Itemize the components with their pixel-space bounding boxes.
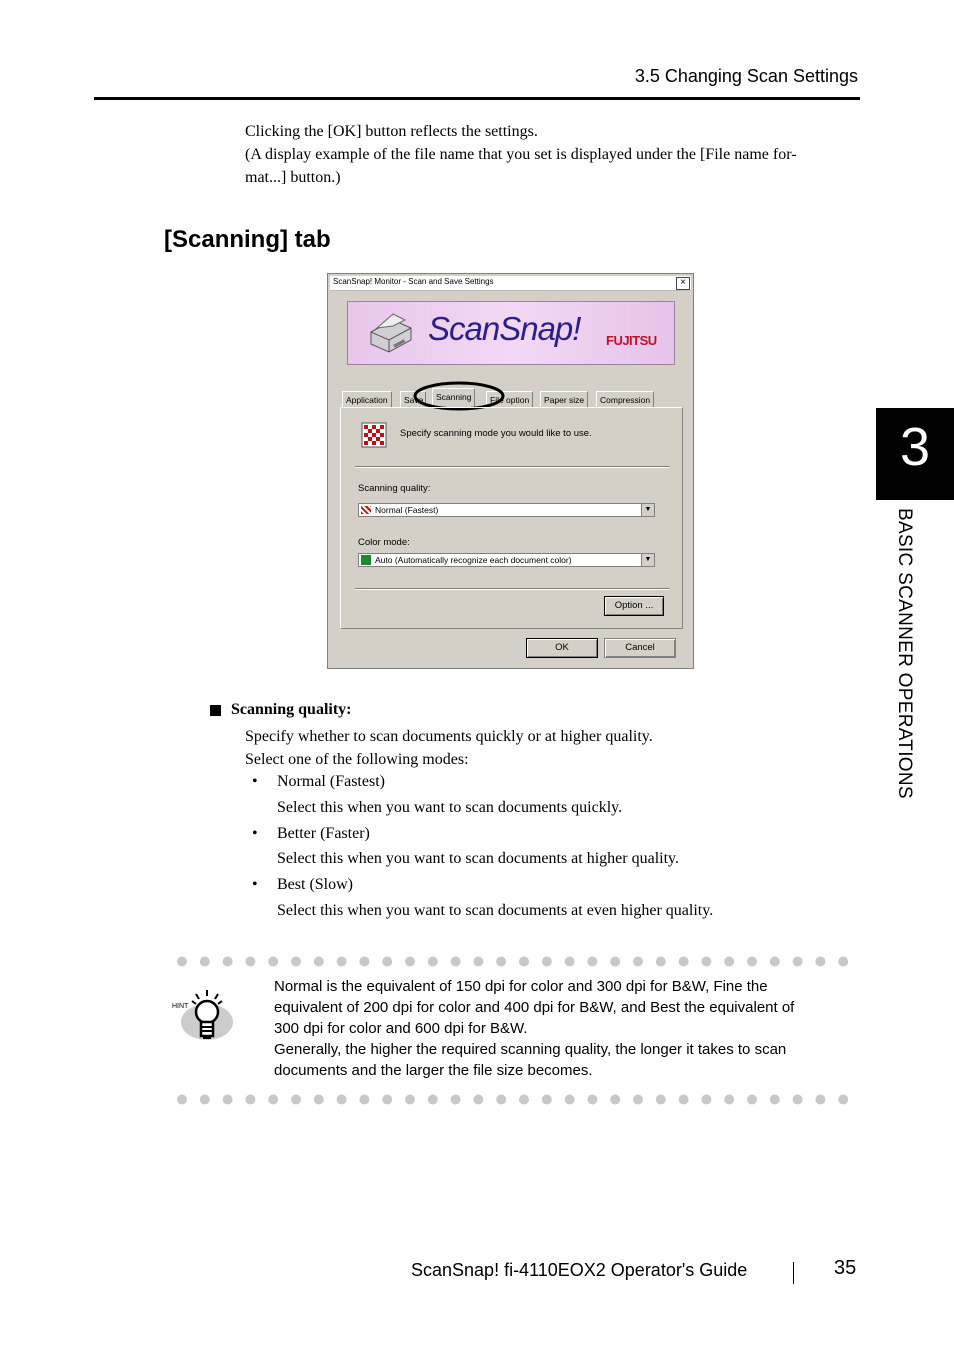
dot <box>473 957 483 967</box>
dot <box>747 957 757 967</box>
footer-rule <box>793 1262 794 1284</box>
dot <box>291 957 301 967</box>
dot <box>838 1095 848 1105</box>
dot <box>793 1095 803 1105</box>
dot <box>405 957 415 967</box>
dot <box>679 1095 689 1105</box>
scan-mode-icon <box>361 422 387 448</box>
chevron-down-icon[interactable]: ▼ <box>641 504 654 516</box>
dot <box>610 957 620 967</box>
quality-desc-2: Select one of the following modes: <box>245 751 469 768</box>
dot <box>519 1095 529 1105</box>
dot <box>701 1095 711 1105</box>
dot <box>770 1095 780 1105</box>
quality-select-icon <box>361 506 371 514</box>
mode-desc: Select this when you want to scan documents at even higher quality. <box>277 902 714 919</box>
tab-file-option[interactable]: File option <box>486 391 533 407</box>
tab-paper-size[interactable]: Paper size <box>540 391 588 407</box>
dot <box>565 957 575 967</box>
square-bullet-icon <box>210 705 221 716</box>
scanner-icon <box>363 310 415 356</box>
chapter-number: 3 <box>899 417 931 477</box>
dot <box>245 1095 255 1105</box>
separator <box>355 466 670 468</box>
quality-heading: Scanning quality: <box>231 701 352 718</box>
dot <box>314 957 324 967</box>
hint-line: equivalent of 200 dpi for color and 400 dpi for B&W, and Best the equivalent of <box>274 999 795 1016</box>
close-button[interactable]: × <box>676 277 690 290</box>
dot <box>656 957 666 967</box>
dot <box>268 1095 278 1105</box>
dot <box>633 957 643 967</box>
dot <box>542 957 552 967</box>
mode-name: Normal (Fastest) <box>277 773 385 790</box>
option-button[interactable]: Option ... <box>604 596 664 616</box>
dot <box>451 957 461 967</box>
dot <box>496 1095 506 1105</box>
dot <box>656 1095 666 1105</box>
dot <box>838 957 848 967</box>
quality-desc-1: Specify whether to scan documents quickly or at higher quality. <box>245 728 653 745</box>
dot <box>793 957 803 967</box>
mode-name: Best (Slow) <box>277 876 353 893</box>
bullet-icon: • <box>252 825 258 842</box>
bullet-icon: • <box>252 876 258 893</box>
dot <box>200 957 210 967</box>
dot <box>587 1095 597 1105</box>
dot <box>245 957 255 967</box>
dot <box>359 957 369 967</box>
dot <box>610 1095 620 1105</box>
instruction-text: Specify scanning mode you would like to use. <box>400 428 592 439</box>
hint-line: 300 dpi for color and 600 dpi for B&W. <box>274 1020 528 1037</box>
dot <box>405 1095 415 1105</box>
footer-guide-title: ScanSnap! fi-4110EOX2 Operator's Guide <box>411 1260 748 1280</box>
dot <box>428 1095 438 1105</box>
dot <box>633 1095 643 1105</box>
dot <box>770 957 780 967</box>
hint-top-dots <box>176 956 850 967</box>
dialog-titlebar <box>330 276 691 291</box>
hint-label: HINT <box>172 1003 189 1010</box>
scansnap-logo: ScanSnap! <box>428 310 581 347</box>
tab-compression[interactable]: Compression <box>596 391 654 407</box>
dot <box>679 957 689 967</box>
dot <box>747 1095 757 1105</box>
product-banner <box>347 301 675 365</box>
dot <box>428 957 438 967</box>
quality-select-value: Normal (Fastest) <box>375 505 439 515</box>
settings-dialog <box>327 273 694 669</box>
bullet-icon: • <box>252 773 258 790</box>
ok-button[interactable]: OK <box>526 638 598 658</box>
running-header: 3.5 Changing Scan Settings <box>634 66 858 86</box>
mode-desc: Select this when you want to scan documents at higher quality. <box>277 850 679 867</box>
dot <box>314 1095 324 1105</box>
dot <box>815 957 825 967</box>
fujitsu-logo: FUJITSU <box>606 333 657 348</box>
mode-name: Better (Faster) <box>277 825 370 842</box>
intro-line-1: Clicking the [OK] button reflects the settings. <box>245 123 538 140</box>
color-mode-select[interactable] <box>358 553 655 567</box>
dot <box>701 957 711 967</box>
dot <box>337 957 347 967</box>
separator <box>355 588 670 590</box>
dot <box>223 957 233 967</box>
dot <box>382 957 392 967</box>
quality-select[interactable] <box>358 503 655 517</box>
color-mode-label: Color mode: <box>358 537 410 548</box>
chevron-down-icon[interactable]: ▼ <box>641 554 654 566</box>
dot <box>268 957 278 967</box>
hint-line: Generally, the higher the required scanning quality, the longer it takes to scan <box>274 1041 787 1058</box>
hint-bottom-dots <box>176 1094 850 1105</box>
dot <box>177 957 187 967</box>
dot <box>223 1095 233 1105</box>
dot <box>587 957 597 967</box>
tab-application[interactable]: Application <box>342 391 392 407</box>
header-rule <box>94 97 860 100</box>
dot <box>542 1095 552 1105</box>
intro-line-3: mat...] button.) <box>245 169 341 186</box>
chapter-label: BASIC SCANNER OPERATIONS <box>894 508 915 799</box>
hint-text <box>274 976 849 1081</box>
section-title: [Scanning] tab <box>164 226 331 253</box>
intro-line-2: (A display example of the file name that you set is displayed under the [File name for- <box>245 146 797 163</box>
tab-scanning[interactable]: Scanning <box>432 388 475 408</box>
dot <box>200 1095 210 1105</box>
quality-label: Scanning quality: <box>358 483 431 494</box>
lightbulb-icon <box>170 988 238 1048</box>
hint-line: Normal is the equivalent of 150 dpi for color and 300 dpi for B&W, Fine the <box>274 978 768 995</box>
dot <box>451 1095 461 1105</box>
mode-desc: Select this when you want to scan documents quickly. <box>277 799 623 816</box>
page-number: 35 <box>834 1257 857 1279</box>
dot <box>724 957 734 967</box>
dot <box>519 957 529 967</box>
dot <box>359 1095 369 1105</box>
dot <box>382 1095 392 1105</box>
dot <box>815 1095 825 1105</box>
hint-line: documents and the larger the file size becomes. <box>274 1062 593 1079</box>
color-mode-icon <box>361 555 371 565</box>
tab-panel <box>340 407 683 629</box>
tab-save[interactable]: Save <box>400 391 426 407</box>
dot <box>473 1095 483 1105</box>
dot <box>496 957 506 967</box>
cancel-button[interactable]: Cancel <box>604 638 676 658</box>
dot <box>565 1095 575 1105</box>
dot <box>337 1095 347 1105</box>
dot <box>724 1095 734 1105</box>
dot <box>291 1095 301 1105</box>
dialog-title: ScanSnap! Monitor - Scan and Save Settings <box>333 277 494 286</box>
dot <box>177 1095 187 1105</box>
color-mode-value: Auto (Automatically recognize each document color) <box>375 555 572 565</box>
